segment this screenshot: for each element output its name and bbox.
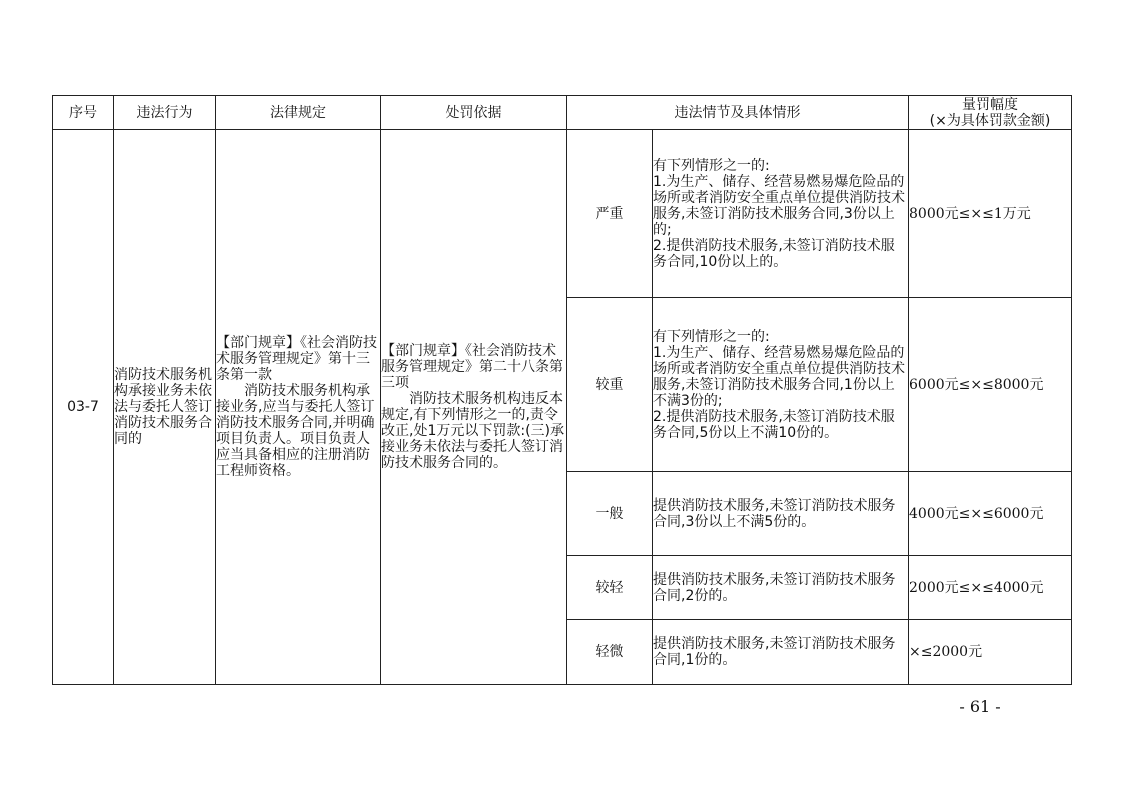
table-row [53, 130, 1072, 298]
detail-cell [653, 130, 909, 298]
detail-line: 2.提供消防技术服务,未签订消防技术服务合同,10份以上的。 [653, 237, 895, 270]
detail-line: 提供消防技术服务,未签订消防技术服务合同,3份以上不满5份的。 [653, 497, 896, 530]
detail-cell [653, 472, 909, 556]
detail-line: 2.提供消防技术服务,未签订消防技术服务合同,5份以上不满10份的。 [653, 408, 895, 441]
fine-cell: 4000元≤×≤6000元 [909, 472, 1072, 556]
level-cell: 一般 [567, 472, 653, 556]
detail-line: 提供消防技术服务,未签订消防技术服务合同,2份的。 [653, 571, 896, 604]
level-cell: 严重 [567, 130, 653, 298]
detail-cell [653, 620, 909, 685]
fine-cell: 6000元≤×≤8000元 [909, 298, 1072, 472]
seq-cell: 03-7 [53, 130, 114, 685]
header-circumstances: 违法情节及具体情形 [567, 96, 909, 130]
basis-body: 消防技术服务机构违反本规定,有下列情形之一的,责令改正,处1万元以下罚款:(三)承接业务未依法与委托人签订消防技术服务合同的。 [381, 391, 564, 471]
header-behavior: 违法行为 [114, 96, 216, 130]
header-basis: 处罚依据 [381, 96, 567, 130]
basis-cell [381, 130, 567, 685]
penalty-table [52, 95, 1072, 685]
law-cell [216, 130, 381, 685]
detail-line: 有下列情形之一的: [653, 157, 770, 174]
law-body: 消防技术服务机构承接业务,应当与委托人签订消防技术服务合同,并明确项目负责人。项目负责人应当具备相应的注册消防工程师资格。 [216, 383, 375, 479]
header-row [53, 96, 1072, 130]
level-cell: 较重 [567, 298, 653, 472]
detail-line: 有下列情形之一的: [653, 328, 770, 345]
detail-cell [653, 298, 909, 472]
detail-line: 1.为生产、储存、经营易燃易爆危险品的场所或者消防安全重点单位提供消防技术服务,未签订消防技术服务合同,1份以上不满3份的; [653, 344, 905, 409]
detail-line: 1.为生产、储存、经营易燃易爆危险品的场所或者消防安全重点单位提供消防技术服务,未签订消防技术服务合同,3份以上的; [653, 173, 905, 238]
fine-cell: 2000元≤×≤4000元 [909, 556, 1072, 620]
detail-cell [653, 556, 909, 620]
header-fine [909, 96, 1072, 130]
fine-cell: ×≤2000元 [909, 620, 1072, 685]
header-fine-title: 量罚幅度 [962, 96, 1018, 113]
basis-title: 【部门规章】《社会消防技术服务管理规定》第二十八条第三项 [381, 343, 563, 391]
behavior-cell: 消防技术服务机构承接业务未依法与委托人签订消防技术服务合同的 [114, 130, 216, 685]
level-cell: 轻微 [567, 620, 653, 685]
header-law: 法律规定 [216, 96, 381, 130]
detail-line: 提供消防技术服务,未签订消防技术服务合同,1份的。 [653, 636, 896, 668]
header-fine-note: (×为具体罚款金额) [929, 112, 1051, 129]
fine-cell: 8000元≤×≤1万元 [909, 130, 1072, 298]
law-title: 【部门规章】《社会消防技术服务管理规定》第十三条第一款 [216, 335, 377, 383]
level-cell: 较轻 [567, 556, 653, 620]
header-seq: 序号 [53, 96, 114, 130]
page-number: - 61 - [959, 697, 1001, 716]
